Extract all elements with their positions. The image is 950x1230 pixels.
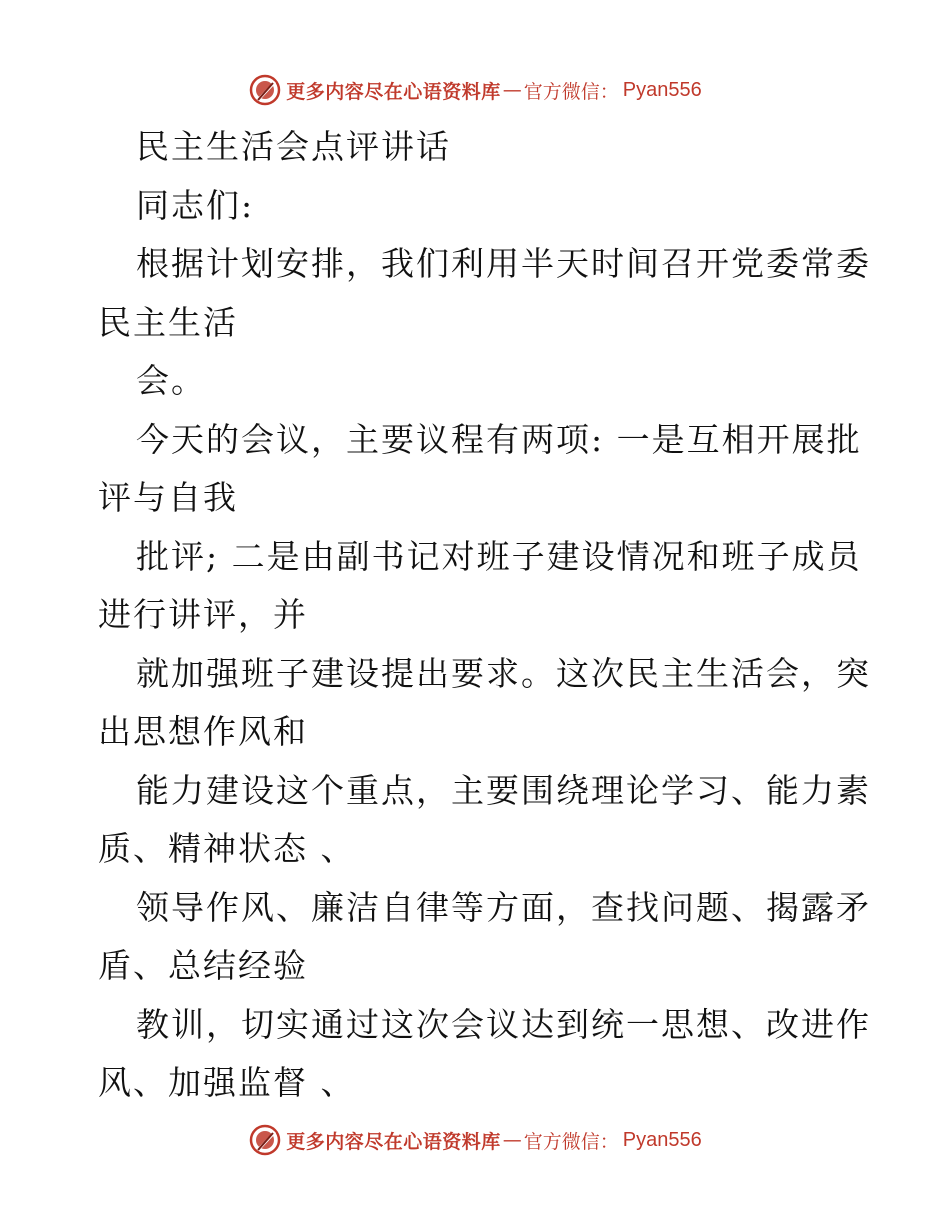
banner-wechat-id: Pyan556 (622, 1128, 702, 1151)
document-line: 进行讲评，并 (98, 595, 308, 634)
document-line: 评与自我 (98, 478, 238, 517)
document-title: 民主生活会点评讲话 (136, 127, 451, 166)
document-line: 教训，切实通过这次会议达到统一思想、改进作 (136, 1004, 871, 1044)
banner-separator: — (502, 79, 522, 101)
document-line: 今天的会议，主要议程有两项: 一是互相开展批 (136, 419, 862, 459)
document-line: 就加强班子建设提出要求。这次民主生活会，突 (136, 653, 871, 693)
document-line: 质、精神状态 、 (98, 829, 356, 868)
banner-separator: — (502, 1129, 522, 1151)
banner-wechat-label: 官方微信： (523, 80, 619, 103)
banner-site-text: 更多内容尽在心语资料库 (286, 80, 501, 103)
document-line: 风、加强监督 、 (98, 1063, 356, 1102)
footer-banner (0, 1120, 950, 1160)
document-line: 会。 (136, 361, 206, 400)
document-line: 能力建设这个重点，主要围绕理论学习、能力素 (136, 770, 871, 810)
document-line: 盾、总结经验 (98, 946, 308, 985)
document-line: 民主生活 (98, 302, 238, 342)
header-banner (0, 70, 950, 110)
banner-site-text: 更多内容尽在心语资料库 (286, 1130, 501, 1153)
pen-circle-logo-icon (248, 73, 282, 107)
document-line: 批评; 二是由副书记对班子建设情况和班子成员 (136, 536, 862, 576)
pen-circle-logo-icon (248, 1123, 282, 1157)
document-line: 根据计划安排，我们利用半天时间召开党委常委 (136, 244, 871, 283)
banner-wechat-id: Pyan556 (622, 78, 702, 101)
banner-wechat-label: 官方微信： (523, 1130, 619, 1153)
document-line: 出思想作风和 (98, 712, 308, 751)
document-body (98, 118, 871, 1113)
document-lines (98, 235, 871, 1113)
document-line: 领导作风、廉洁自律等方面，查找问题、揭露矛 (136, 887, 871, 927)
document-salutation: 同志们: (136, 185, 255, 225)
